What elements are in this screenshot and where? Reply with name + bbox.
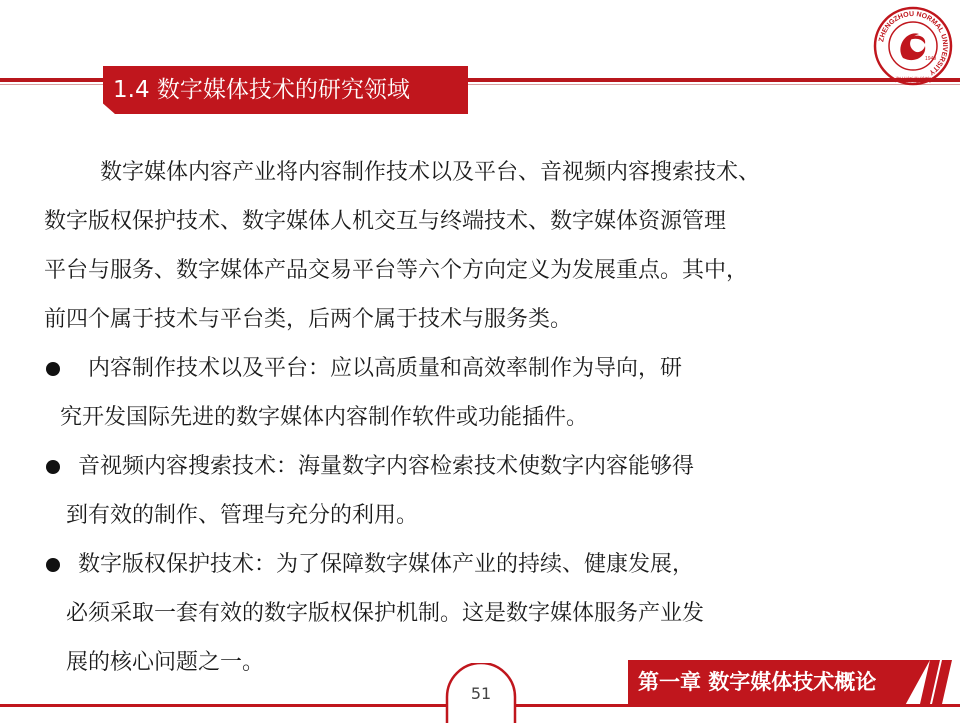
page-number: 51 (470, 684, 492, 703)
bullet-text: 音视频内容搜索技术：海量数字内容检索技术使数字内容能够得 (78, 454, 695, 479)
paragraph-line: 数字版权保护技术、数字媒体人机交互与终端技术、数字媒体资源管理 (44, 209, 727, 234)
bullet-continuation: 展的核心问题之一。 (66, 650, 265, 675)
seal-chinese-name: 郑州师范学院 (894, 77, 932, 84)
seal-ring-text: ZHENGZHOU NORMAL UNIVERSITY (878, 10, 949, 76)
university-seal-icon (873, 6, 953, 86)
bullet-continuation: 到有效的制作、管理与充分的利用。 (66, 503, 419, 528)
bullet-dot-icon (44, 442, 78, 491)
bullet-dot-icon (44, 344, 78, 393)
bullet-item (44, 540, 914, 589)
paragraph-line: 数字媒体内容产业将内容制作技术以及平台、音视频内容搜索技术、 (100, 160, 761, 185)
bullet-item (44, 442, 914, 491)
bullet-dot-icon (44, 540, 78, 589)
slide-title: 1.4 数字媒体技术的研究领域 (113, 77, 410, 103)
paragraph-line: 前四个属于技术与平台类，后两个属于技术与服务类。 (44, 307, 573, 332)
bullet-text: 数字版权保护技术：为了保障数字媒体产业的持续、健康发展， (78, 552, 695, 577)
paragraph-line: 平台与服务、数字媒体产品交易平台等六个方向定义为发展重点。其中， (44, 258, 749, 283)
bullet-continuation: 必须采取一套有效的数字版权保护机制。这是数字媒体服务产业发 (66, 601, 705, 626)
chapter-label: 第一章 数字媒体技术概论 (638, 670, 877, 694)
seal-year: 1949 (925, 56, 937, 62)
bullet-item (44, 344, 914, 393)
chevron-right-icon (906, 660, 956, 704)
bullet-continuation: 究开发国际先进的数字媒体内容制作软件或功能插件。 (60, 405, 589, 430)
slide-body (44, 148, 914, 687)
bullet-text: 内容制作技术以及平台：应以高质量和高效率制作为导向，研 (88, 356, 683, 381)
